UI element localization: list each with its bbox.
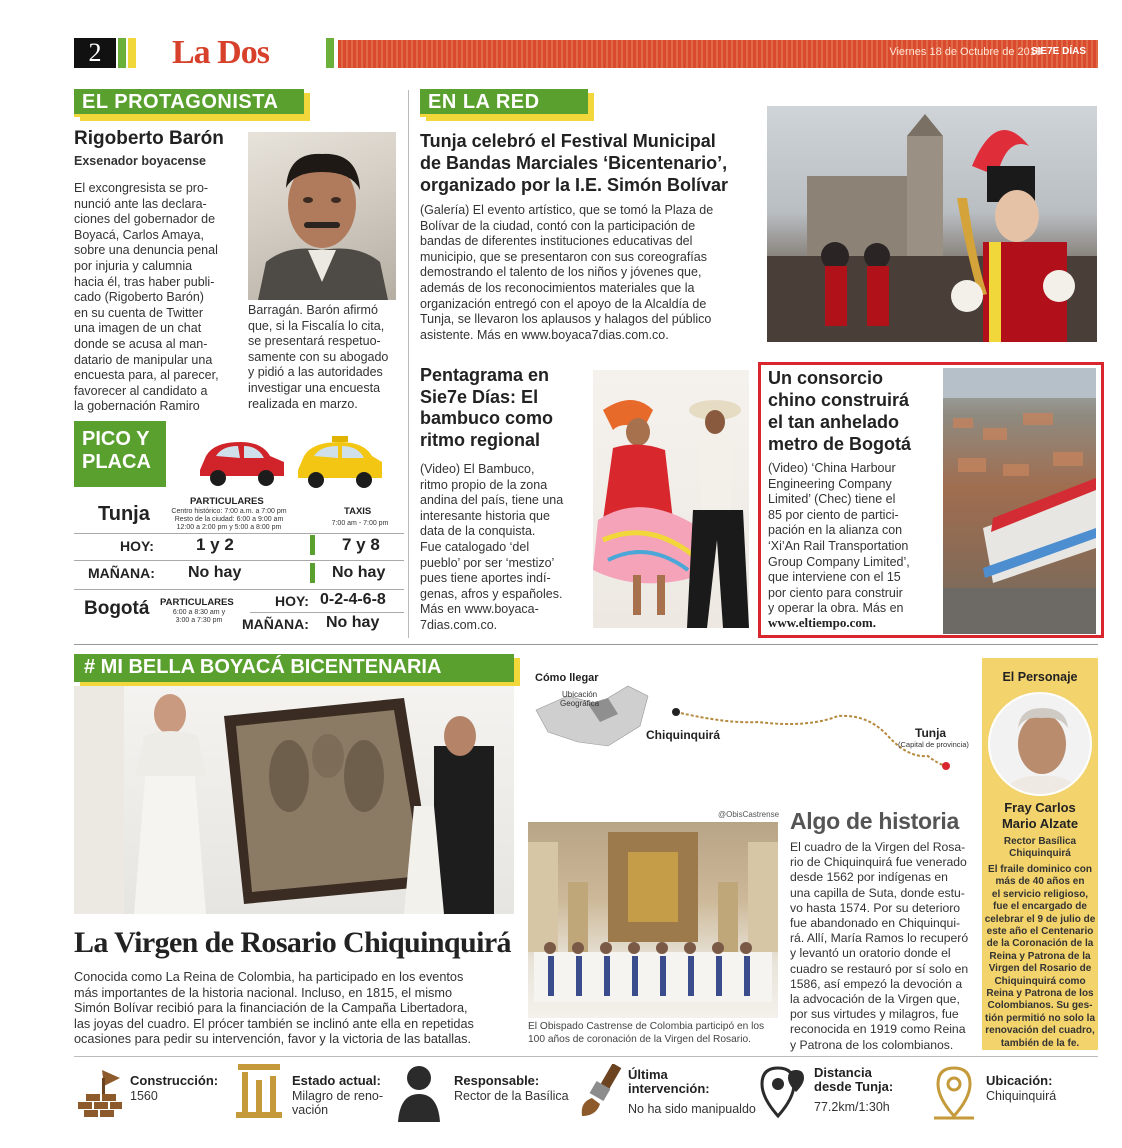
pyp-manana-label: MAÑANA: (88, 565, 155, 581)
personaje-portrait (988, 692, 1092, 796)
pentagrama-headline-line: Pentagrama en (420, 365, 550, 385)
pentagrama-body-line: Más en www.boyaca- (420, 602, 539, 617)
photo-caption-line: 100 años de coronación de la Virgen del Rosario. (528, 1033, 751, 1045)
personaje-tag: El Personaje (1002, 670, 1078, 684)
pentagrama-body-line: data de la conquista. (420, 524, 536, 539)
personaje-body-line: Chiquinquirá como (994, 975, 1086, 987)
protagonista-col1-line: encuesta para, al parecer, (74, 368, 219, 383)
historia-body-line: reconocida en 1919 como Reina (790, 1022, 966, 1037)
route-map (528, 666, 982, 806)
pyp-hoy-taxis: 7 y 8 (342, 535, 380, 554)
consorcio-body-line: por ciento para construir (768, 585, 903, 600)
protagonista-col1 (74, 181, 244, 415)
historia-body-line: por sus virtudes y milagros, fue (790, 1007, 959, 1022)
map-from: Chiquinquirá (646, 728, 720, 742)
pyp-bogota: Bogotá (84, 598, 150, 619)
photo-virgin-painting (74, 686, 514, 914)
personaje-body (984, 864, 1096, 1050)
header-brand: SIE7E DÍAS (1030, 46, 1086, 57)
pyp-bog-manana-label: MAÑANA: (242, 616, 309, 632)
taxi-icon (294, 434, 386, 490)
protagonista-col1-line: en su cuenta de Twitter (74, 305, 204, 320)
divider (74, 533, 404, 534)
pyp-hoy-particulares: 1 y 2 (196, 535, 234, 554)
historia-body-line: una capilla de Suta, donde estu- (790, 885, 965, 900)
protagonista-col2-line: Barragán. Barón afirmó (248, 303, 378, 317)
person-icon (394, 1062, 444, 1127)
map-title: Cómo llegar (535, 672, 599, 684)
consorcio-body (768, 461, 943, 617)
consorcio-headline-line: metro de Bogotá (768, 434, 912, 454)
protagonista-col2-line: que, si la Fiscalía lo cita, (248, 318, 385, 333)
info-value-intervencion: No ha sido manipualdo (628, 1102, 756, 1116)
pentagrama-body-line: genas, afros y españoles. (420, 586, 563, 601)
personaje-body-line: renovación del cuadro, (985, 1025, 1095, 1037)
header-date: Viernes 18 de Octubre de 2019 (889, 46, 1042, 58)
consorcio-body-line: Group Company Limited’, (768, 554, 910, 569)
consorcio-link[interactable]: www.eltiempo.com. (768, 615, 876, 630)
info-label-estado: Estado actual: (292, 1073, 381, 1088)
divider (74, 560, 404, 561)
personaje-name-2: Mario Alzate (1001, 816, 1079, 831)
map-subtitle-2: Geográfica (560, 699, 600, 708)
consorcio-headline-line: Un consorcio (768, 368, 884, 388)
boyaca-tag: # MI BELLA BOYACÁ BICENTENARIA (74, 654, 514, 682)
header-stripe-yellow (128, 38, 136, 68)
historia-body-line: y levantó un oratorio donde el (790, 946, 951, 961)
personaje-body-line: El fraile dominico con (988, 864, 1092, 875)
festival-body-line: bandas de diferentes instituciones educativas del (420, 234, 693, 249)
festival-body-line: además de los reconocimientos materiales que la (420, 280, 695, 295)
info-label-ubicacion: Ubicación: (986, 1073, 1053, 1088)
historia-title: Algo de historia (790, 808, 959, 834)
map-to-sub: (Capital de provincia) (898, 740, 969, 749)
section-divider (74, 644, 1098, 645)
protagonista-col1-line: nunció ante las declara- (74, 196, 207, 211)
route-map-svg (528, 666, 982, 806)
portrait-rigoberto-baron (248, 132, 396, 300)
consorcio-body-line: (Video) ‘China Harbour (768, 461, 896, 475)
personaje-body-line: más de 40 años en (995, 876, 1085, 888)
construction-icon (76, 1066, 124, 1123)
personaje-body-line: el servicio religioso, (991, 888, 1089, 900)
header-stripe-green (118, 38, 126, 68)
red-car-icon (196, 436, 288, 488)
pyp-bog-hoy: 0-2-4-6-8 (320, 591, 386, 608)
pico-placa-tag (74, 421, 166, 487)
protagonista-col1-line: favorecer al candidato a (74, 383, 208, 398)
personaje-body-line: Reina y Patrona de la (989, 950, 1091, 962)
historia-body-line: El cuadro de la Virgen del Rosa- (790, 840, 966, 854)
map-subtitle-1: Ubicación (562, 690, 598, 699)
page-number: 2 (74, 38, 116, 68)
protagonista-name: Rigoberto Barón (74, 128, 224, 149)
personaje-body-line: Reina y Patrona de los (986, 988, 1094, 1000)
pyp-particulares: PARTICULARES (190, 496, 264, 507)
boyaca-body-line: ocasiones para pedir su intervención, favor y la victoria de las batallas. (74, 1032, 472, 1047)
historia-body-line: vo hasta 1574. Por su deterioro (790, 900, 961, 915)
pentagrama-headline-line: Sie7e Días: El (420, 386, 539, 407)
boyaca-body-line: Simón Bolívar recibió para la financiación de la Campaña Libertadora, (74, 1001, 468, 1016)
photo-caption-line: El Obispado Castrense de Colombia participó en los (528, 1021, 765, 1032)
festival-body-line: Bolívar de la ciudad, contó con la participación de (420, 218, 696, 233)
consorcio-body-line: Engineering Company (768, 476, 892, 491)
historia-body-line: 1586, así empezó la devoción a (790, 976, 963, 991)
personaje-body-line: tión permitió no solo la (985, 1012, 1095, 1024)
pyp-bog-particulares: PARTICULARES (160, 597, 234, 608)
festival-body-line: organización entregó con el apoyo de la Alcaldía de (420, 296, 707, 311)
historia-body-line: fue abandonado en Chiquinqui- (790, 916, 961, 931)
protagonista-tag: EL PROTAGONISTA (74, 89, 304, 117)
historia-body-line: desde 1562 por indígenas en (790, 870, 948, 885)
historia-body-line: rá. Allí, María Ramos lo recuperó (790, 931, 969, 946)
pyp-bog-hoy-label: HOY: (275, 593, 309, 609)
festival-body-line: Tunja, se llevaron los aplausos y halagos del público (420, 312, 712, 327)
pentagrama-body-line: 7dias.com.co. (420, 617, 498, 632)
map-to: Tunja (915, 726, 947, 740)
protagonista-col1-line: cado (Rigoberto Barón) (74, 290, 204, 305)
protagonista-col1-line: donde se acusa al man- (74, 336, 208, 351)
protagonista-col2-line: samente con su abogado (248, 349, 389, 364)
pyp-manana-particulares: No hay (188, 564, 242, 581)
personaje-body-line: este año el Centenario (986, 926, 1094, 938)
consorcio-body-line: 85 por ciento de partici- (768, 507, 899, 522)
boyaca-body-line: más importantes de la historia nacional. Incluso, en 1815, el mismo (74, 985, 452, 1000)
protagonista-role: Exsenador boyacense (74, 154, 207, 168)
protagonista-col1-line: ciones del gobernador de (74, 212, 216, 227)
pyp-taxis: TAXIS (344, 506, 372, 517)
pentagrama-headline-line: bambuco como (420, 408, 554, 428)
pyp-bog-hours (154, 609, 244, 625)
protagonista-col1-line: sobre una denuncia penal (74, 243, 218, 258)
festival-headline-line: Tunja celebró el Festival Municipal (420, 131, 716, 151)
location-distance-icon (758, 1064, 810, 1127)
info-divider (74, 1056, 1098, 1057)
consorcio-headline (768, 367, 948, 455)
protagonista-col2-line: realizada en marzo. (248, 396, 358, 411)
boyaca-body-line: las joyas del cuadro. El prócer también se inclinó ante ella en repetidas (74, 1016, 474, 1031)
header-stripe-green-2 (326, 38, 334, 68)
pentagrama-body-line: Fue catalogado ‘del (420, 539, 530, 554)
columns-icon (234, 1062, 284, 1125)
consorcio-body-line: ‘Xi’An Rail Transportation (768, 538, 909, 553)
protagonista-col1-line: por injuria y calumnia (74, 258, 193, 273)
info-bar (74, 1062, 1098, 1124)
consorcio-body-line: y operar la obra. Más en (768, 601, 904, 616)
location-pin-icon (932, 1064, 976, 1127)
protagonista-col1-line: El excongresista se pro- (74, 181, 209, 195)
personaje-name (982, 800, 1098, 832)
pentagrama-body-line: ritmo propio de la zona (420, 477, 548, 492)
protagonista-col1-line: datario de manipular una (74, 352, 213, 367)
protagonista-col2 (248, 303, 396, 412)
pyp-taxi-hours: 7:00 am - 7:00 pm (331, 520, 389, 527)
pyp-manana-taxis: No hay (332, 564, 386, 581)
personaje-body-line: fue el encargado de (993, 901, 1087, 913)
historia-body-line: la advocación de la Virgen que, (790, 992, 960, 1007)
protagonista-col1-line: una imagen de un chat (74, 321, 202, 336)
info-label-responsable: Responsable: (454, 1073, 540, 1088)
personaje-role (982, 836, 1098, 860)
personaje-body-line: también de la fe. (1000, 1037, 1080, 1049)
pico-placa-tag-line1: PICO Y (82, 428, 150, 450)
info-label-construccion: Construcción: (130, 1073, 219, 1088)
protagonista-col1-line: Boyacá, Carlos Amaya, (74, 227, 204, 242)
paintbrush-icon (578, 1064, 624, 1125)
pentagrama-body-line: pueblo’ por ser ‘mestizo’ (420, 555, 555, 570)
pico-placa-tag-line2: PLACA (82, 451, 151, 473)
personaje-body-line: de la Coronación de la (986, 938, 1094, 950)
photo-bambuco-dancers (593, 370, 749, 628)
pentagrama-body-line: interesante historia que (420, 508, 550, 523)
column-divider (408, 90, 409, 638)
pyp-bog-hours-1: 6:00 a 8:30 am y (172, 609, 226, 616)
personaje-role-2: Chiquinquirá (1009, 848, 1071, 859)
divider-green (310, 563, 315, 583)
protagonista-col1-line: hacia él, tras haber publi- (74, 274, 215, 289)
info-value-distancia: 77.2km/1:30h (814, 1100, 890, 1114)
historia-body-line: y Patrona de los colombianos. (790, 1037, 954, 1052)
photo-basilica-clergy (528, 822, 778, 1018)
festival-body-line: municipio, que se presentaron con sus coreografías (420, 249, 707, 264)
consorcio-headline-line: el tan anhelado (768, 412, 900, 432)
personaje-body-line: Virgen del Rosario de (988, 963, 1092, 975)
divider (250, 612, 404, 613)
pentagrama-headline-line: ritmo regional (420, 429, 541, 450)
photo-caption (528, 1021, 778, 1046)
pentagrama-body (420, 462, 590, 634)
pyp-part-hours-1: Centro histórico: 7:00 a.m. a 7:00 pm (171, 508, 287, 515)
pyp-part-hours-2: Resto de la ciudad: 6:00 a 9:00 am (174, 516, 284, 523)
protagonista-col2-line: se presentará respetuo- (248, 334, 381, 349)
pyp-hoy-label: HOY: (120, 538, 154, 554)
festival-headline (420, 130, 760, 196)
festival-headline-line: de Bandas Marciales ‘Bicentenario’, (420, 153, 728, 173)
pyp-part-hours-3: 12:00 a 2:00 pm y 5:00 a 8:00 pm (176, 524, 282, 531)
info-value-estado: Milagro de reno- vación (292, 1089, 384, 1117)
photo-credit: @ObisCastrense (718, 810, 780, 819)
festival-headline-line: organizado por la I.E. Simón Bolívar (420, 175, 729, 195)
divider-green (310, 535, 315, 555)
protagonista-col1-line: la gobernación Ramiro (74, 399, 200, 414)
info-value-responsable: Rector de la Basílica (454, 1089, 569, 1103)
info-value-ubicacion: Chiquinquirá (986, 1089, 1057, 1103)
pyp-tunja: Tunja (98, 503, 150, 525)
festival-body-line: demostrando el talento de los niños y jóvenes que, (420, 265, 702, 280)
festival-body-line: asistente. Más en www.boyaca7dias.com.co. (420, 327, 669, 342)
pentagrama-body-line: andina del país, tiene una (420, 493, 564, 508)
protagonista-col2-line: investigar una encuesta (248, 380, 381, 395)
personaje-body-line: celebrar el 9 de julio de (984, 913, 1096, 925)
pentagrama-headline (420, 365, 580, 451)
personaje-body-line: Colombianos. Su ges- (987, 1000, 1093, 1012)
map-subtitle (560, 690, 599, 708)
historia-body-line: cuadro se restauró por sí solo en (790, 961, 969, 976)
photo-marching-band (767, 106, 1097, 342)
historia-body (790, 840, 978, 1053)
divider (74, 589, 404, 590)
consorcio-headline-line: chino construirá (768, 390, 910, 410)
pentagrama-body-line: pues tiene aportes indí- (420, 571, 551, 586)
en-la-red-tag: EN LA RED (420, 89, 588, 117)
pyp-bog-hours-2: 3:00 a 7:30 pm (175, 617, 223, 624)
consorcio-body-line: que interviene con el 15 (768, 570, 901, 585)
section-title: La Dos (172, 34, 269, 71)
info-label-intervencion: Última intervención: (628, 1067, 710, 1096)
pentagrama-body-line: (Video) El Bambuco, (420, 462, 535, 476)
boyaca-body-line: Conocida como La Reina de Colombia, ha participado en los eventos (74, 970, 464, 984)
protagonista-col2-line: y pidió a las autoridades (248, 365, 383, 380)
consorcio-body-line: Limited’ (Chec) tiene el (768, 492, 896, 507)
personaje-name-1: Fray Carlos (1004, 800, 1076, 815)
consorcio-body-line: pación en la alianza con (768, 523, 903, 538)
pyp-bog-manana: No hay (326, 614, 380, 631)
festival-body-line: (Galería) El evento artístico, que se tomó la Plaza de (420, 203, 714, 217)
info-value-construccion: 1560 (130, 1089, 158, 1103)
boyaca-body (74, 970, 514, 1048)
festival-body (420, 203, 760, 343)
personaje-role-1: Rector Basílica (1003, 836, 1077, 847)
photo-bogota-metro (943, 368, 1096, 634)
boyaca-title: La Virgen de Rosario Chiquinquirá (74, 926, 511, 959)
info-label-distancia: Distancia desde Tunja: (814, 1065, 894, 1094)
pyp-part-hours (162, 508, 296, 532)
historia-body-line: rio de Chiquinquirá fue venerado (790, 855, 967, 870)
